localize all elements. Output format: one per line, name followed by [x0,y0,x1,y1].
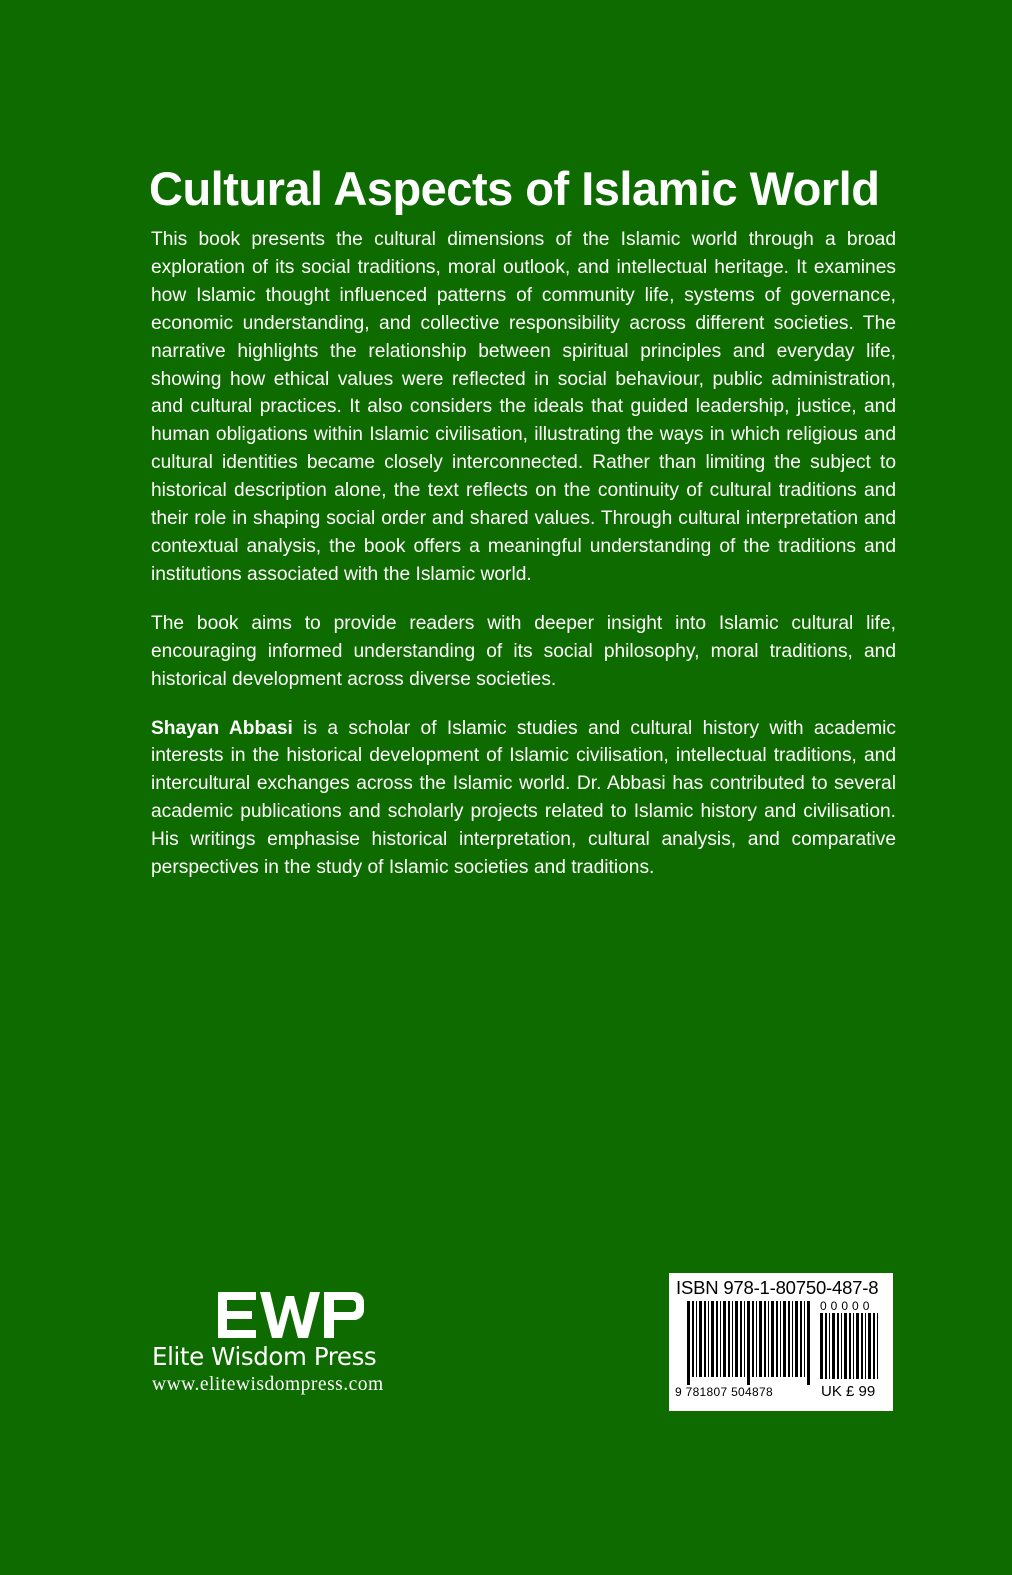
barcode-bar [825,1313,827,1379]
barcode-bar [704,1301,706,1377]
barcode-bar [699,1301,702,1377]
barcode-bar [807,1301,810,1385]
barcode-bar [832,1313,835,1379]
barcode-bar [728,1301,730,1377]
publisher-name: Elite Wisdom Press [152,1342,377,1371]
barcode-bar [780,1301,781,1377]
price-label: UK £ 99 [821,1383,876,1400]
barcode-bar [716,1301,718,1377]
barcode-bar [820,1313,823,1379]
isbn-barcode [669,1273,893,1411]
barcode-bar [732,1301,733,1377]
barcode-bar [861,1313,863,1379]
barcode-bar [792,1301,793,1377]
barcode-bar [747,1301,750,1385]
author-bio [151,715,896,882]
barcode-bar [740,1301,742,1377]
barcode-bar [868,1313,871,1379]
barcode-bar [788,1301,790,1377]
barcode-bar [756,1301,757,1377]
barcode-bar [873,1313,875,1379]
barcode-digits: 9 781807 504878 [675,1385,773,1399]
book-title: Cultural Aspects of Islamic World [149,162,880,215]
barcode-bar [804,1301,805,1377]
description-paragraph: The book aims to provide readers with deeper insight into Islamic cultural life, encouraging informed understanding of its social philosophy, moral traditions, and historical development across diverse societies. [151,612,896,690]
description-paragraph: This book presents the cultural dimensions of the Islamic world through a broad exploration of its social traditions, moral outlook, and intellectual heritage. It examines how Islamic thought influenced patterns of community life, systems of governance, economic understanding, and collective responsibility across different societies. The narrative highlights the relationship between spiritual principles and everyday life, showing how ethical values were reflected in social behaviour, public administration, and cultural practices. It also considers the ideals that guided leadership, justice, and human obligations within Islamic civilisation, illustrating the ways in which religious and cultural identities became closely interconnected. Rather than limiting the subject to historical description alone, the text reflects on the continuity of cultural traditions and their role in shaping social order and shared values. Through cultural interpretation and contextual analysis, the book offers a meaningful understanding of the traditions and institutions associated with the Islamic world. [151,229,896,585]
barcode-bar [768,1301,769,1377]
barcode-bar [856,1313,859,1379]
barcode-bar [711,1301,714,1377]
barcode-bar [735,1301,738,1377]
barcode-bar [877,1313,878,1379]
barcode-bar [776,1301,778,1377]
publisher-logo [218,1292,368,1338]
barcode-bar [795,1301,798,1377]
barcode-bar [841,1313,842,1379]
barcode-bar [708,1301,709,1377]
barcode-bar [865,1313,866,1379]
cover-text [151,160,896,903]
isbn-label: ISBN 978-1-80750-487-8 [676,1277,879,1298]
publisher-url: www.elitewisdompress.com [152,1374,384,1395]
addon-digits: 00000 [820,1299,874,1313]
barcode-bar [829,1313,830,1379]
barcode-bar [752,1301,754,1377]
barcode-bar [692,1301,694,1377]
barcode-bar [849,1313,851,1379]
barcode-bar [837,1313,839,1379]
barcode-bar [723,1301,726,1377]
barcode-bar [696,1301,697,1377]
barcode-bar [744,1301,745,1377]
author-name: Shayan Abbasi [151,717,293,739]
barcode-bar [720,1301,721,1377]
barcode-bar [800,1301,802,1377]
author-bio-text: is a scholar of Islamic studies and cultural history with academic interests in the historical development of Islamic civilisation, intellectual traditions, and intercultural exchanges across the Islamic world. Dr. Abbasi has contributed to several academic publications and scholarly projects related to Islamic history and civilisation. His writings emphasise historical interpretation, cultural analysis, and comparative perspectives in the study of Islamic societies and traditions. [151,717,896,879]
publisher-block [152,1292,442,1398]
barcode-bar [687,1301,690,1385]
barcode-bar [771,1301,774,1377]
barcode-bar [759,1301,762,1377]
barcode-bar [844,1313,847,1379]
barcode-bar [764,1301,766,1377]
barcode-bar [783,1301,786,1377]
barcode-bar [853,1313,854,1379]
